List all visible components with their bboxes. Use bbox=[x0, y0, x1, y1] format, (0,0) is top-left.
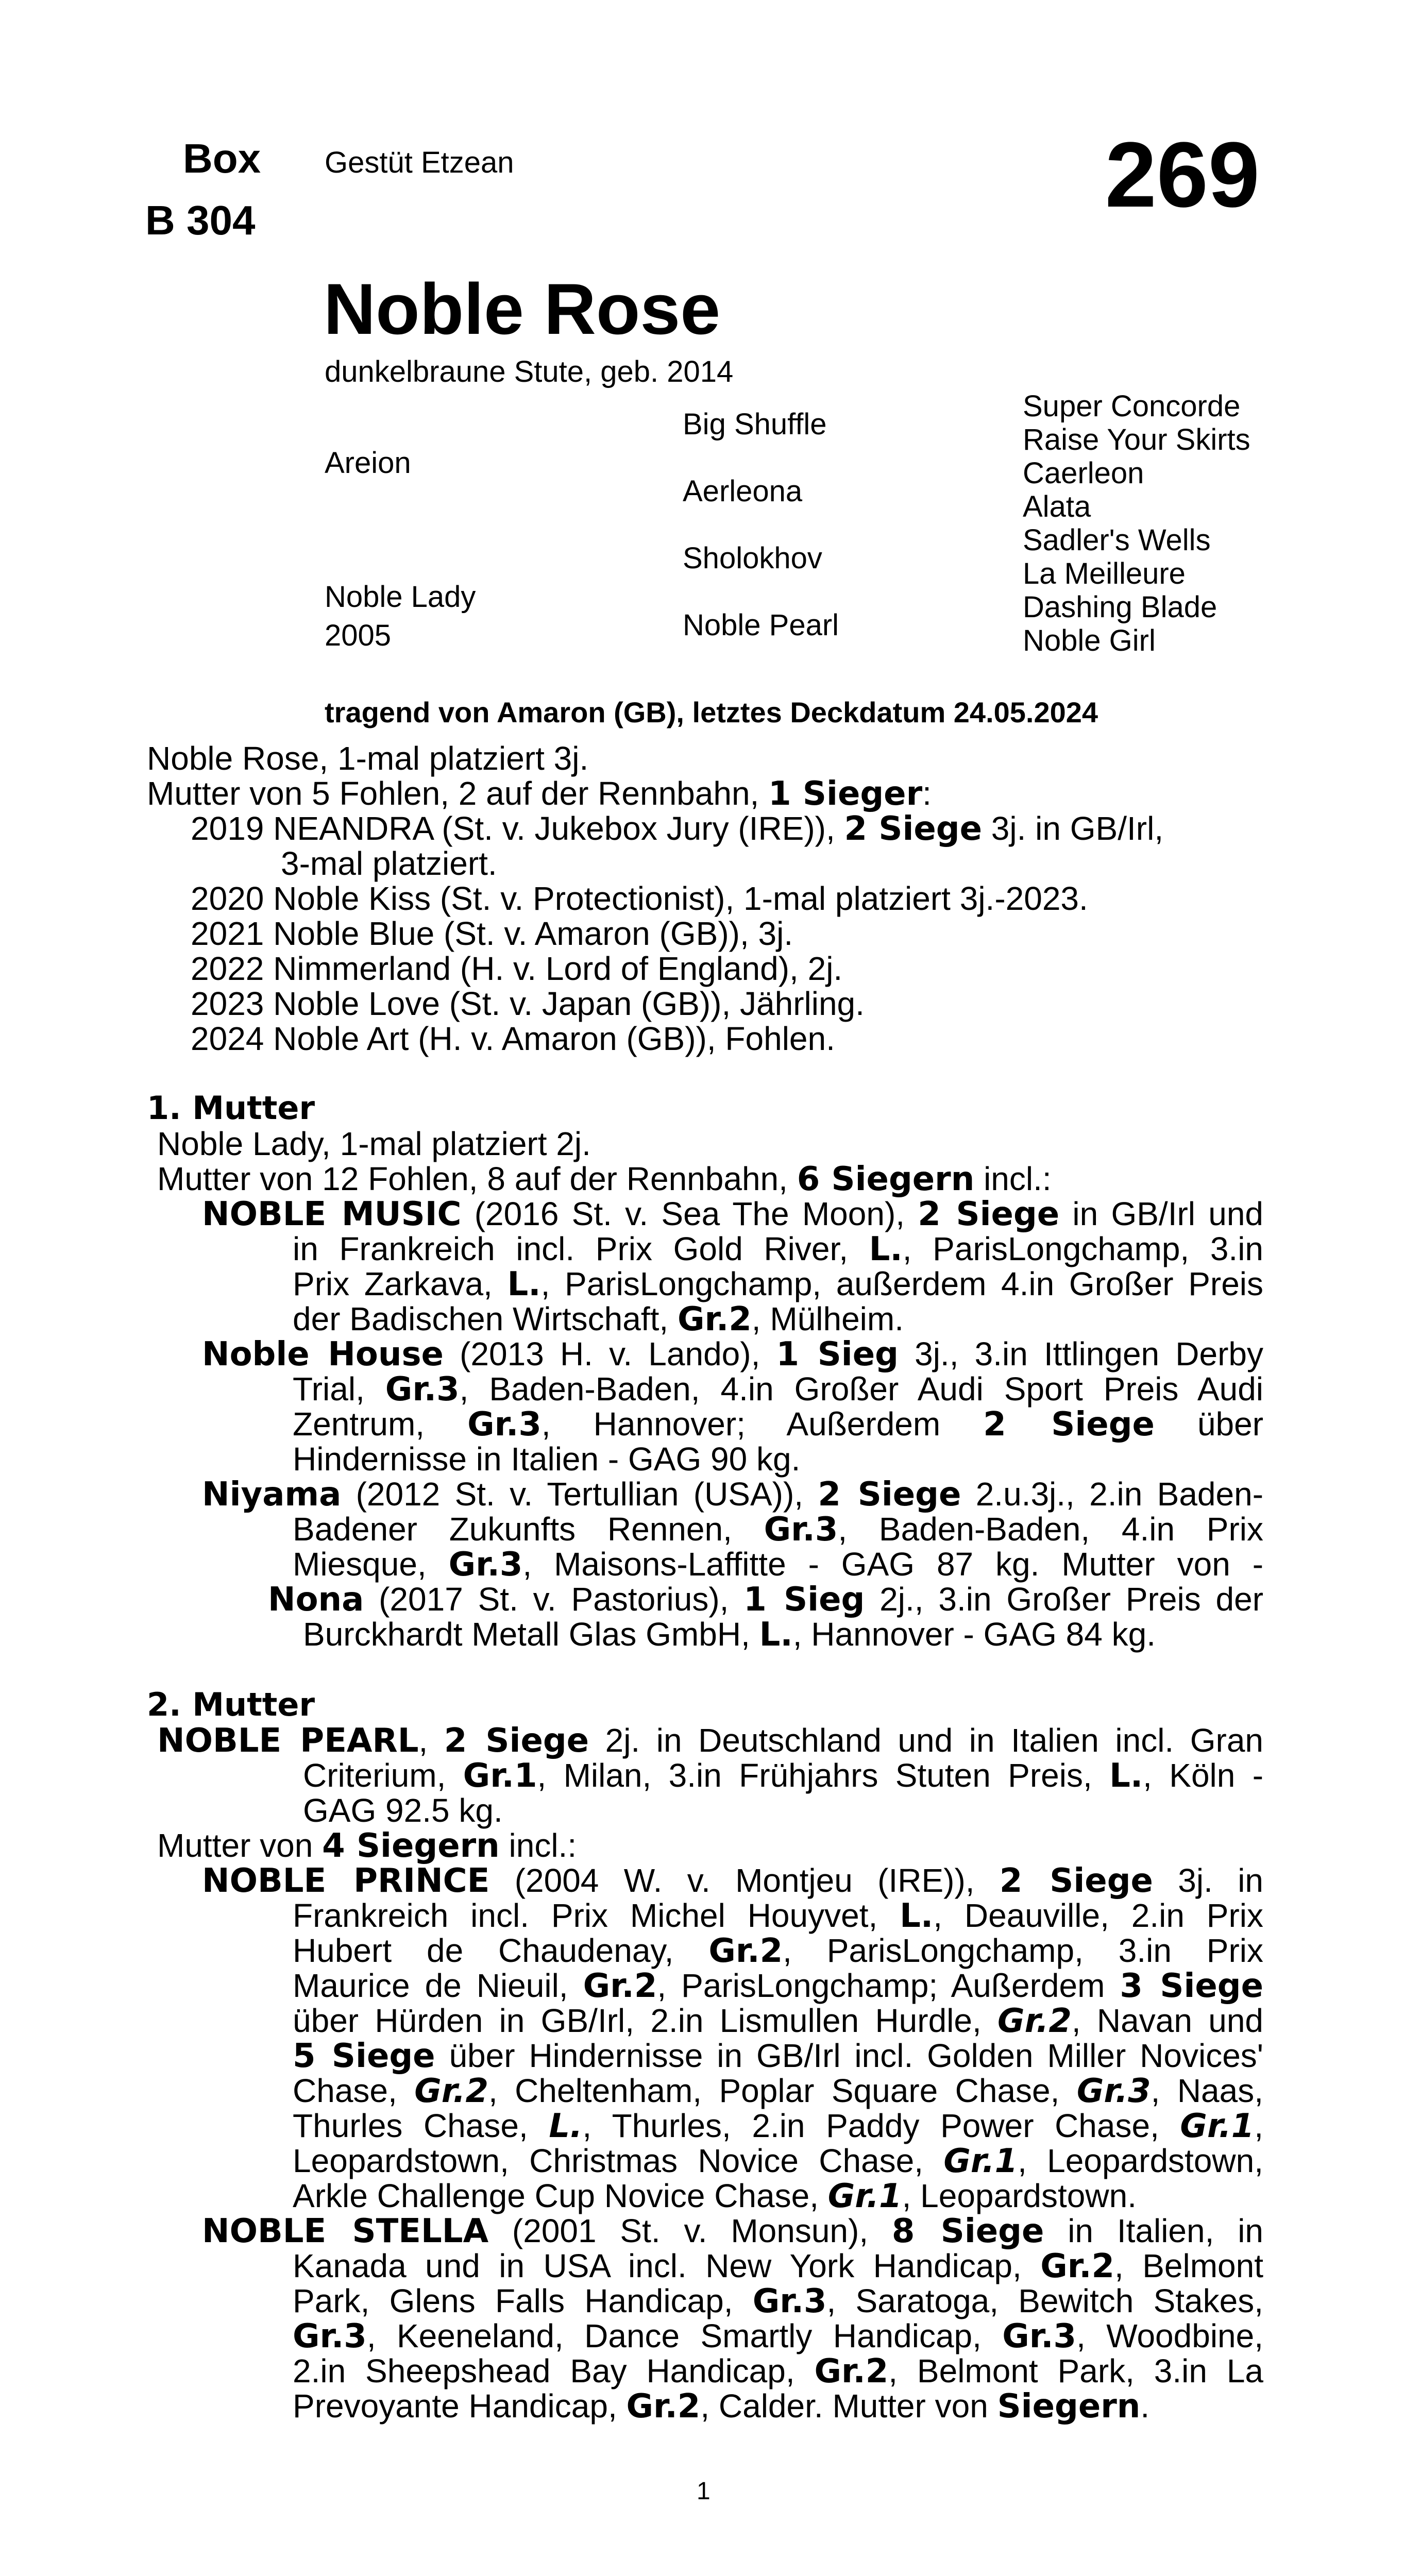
progeny-entry: der Badischen Wirtschaft, Gr.2, Mülheim. bbox=[293, 1300, 904, 1338]
progeny-entry: 2.in Sheepshead Bay Handicap, Gr.2, Belmont Park, 3.in La bbox=[293, 2352, 1263, 2391]
pedigree-great-grandparent: La Meilleure bbox=[1023, 557, 1186, 590]
progeny-entry: Noble House (2013 H. v. Lando), 1 Sieg 3j., 3.in Ittlingen Derby bbox=[202, 1335, 1263, 1374]
pedigree-grandparent: Noble Pearl bbox=[683, 608, 839, 642]
progeny-entry: über Hürden in GB/Irl, 2.in Lismullen Hurdle, Gr.2, Navan und bbox=[293, 2002, 1264, 2040]
pedigree-dam-year: 2005 bbox=[325, 619, 392, 652]
progeny-entry: Hindernisse in Italien - GAG 90 kg. bbox=[293, 1440, 801, 1478]
progeny-entry: Badener Zukunfts Rennen, Gr.3, Baden-Baden, 4.in Prix bbox=[293, 1511, 1263, 1549]
progeny-entry: Arkle Challenge Cup Novice Chase, Gr.1, Leopardstown. bbox=[293, 2177, 1137, 2215]
dam-record: Noble Lady, 1-mal platziert 2j. bbox=[157, 1125, 591, 1162]
pedigree-great-grandparent: Caerleon bbox=[1023, 456, 1144, 490]
progeny-entry: Maurice de Nieuil, Gr.2, ParisLongchamp; Außerdem 3 Siege bbox=[293, 1967, 1264, 2005]
list-item: 2021 Noble Blue (St. v. Amaron (GB)), 3j. bbox=[191, 915, 793, 952]
dam-record: Mutter von 4 Siegern incl.: bbox=[157, 1827, 577, 1865]
pedigree-dam: Noble Lady bbox=[325, 580, 476, 614]
progeny-entry: Burckhardt Metall Glas GmbH, L., Hannover - GAG 84 kg. bbox=[303, 1616, 1156, 1654]
pregnancy-note: tragend von Amaron (GB), letztes Deckdatum 24.05.2024 bbox=[325, 696, 1098, 728]
pedigree-great-grandparent: Sadler's Wells bbox=[1023, 523, 1211, 557]
record-line: Noble Rose, 1-mal platziert 3j. bbox=[147, 740, 589, 777]
progeny-entry: Thurles Chase, L., Thurles, 2.in Paddy Power Chase, Gr.1, bbox=[293, 2107, 1264, 2145]
progeny-entry: Trial, Gr.3, Baden-Baden, 4.in Großer Audi Sport Preis Audi bbox=[293, 1370, 1264, 1409]
page-number: 1 bbox=[697, 2478, 711, 2505]
progeny-entry: Niyama (2012 St. v. Tertullian (USA)), 2 Siege 2.u.3j., 2.in Baden- bbox=[202, 1476, 1264, 1514]
breeder-name: Gestüt Etzean bbox=[325, 146, 514, 179]
dam-record: Mutter von 12 Fohlen, 8 auf der Rennbahn, 6 Siegern incl.: bbox=[157, 1160, 1052, 1198]
progeny-entry: Nona (2017 St. v. Pastorius), 1 Sieg 2j., 3.in Großer Preis der bbox=[268, 1581, 1264, 1619]
dam-record: NOBLE PEARL, 2 Siege 2j. in Deutschland und in Italien incl. Gran bbox=[157, 1722, 1264, 1760]
list-item: 2024 Noble Art (H. v. Amaron (GB)), Fohlen. bbox=[191, 1020, 835, 1057]
progeny-entry: Zentrum, Gr.3, Hannover; Außerdem 2 Siege über bbox=[293, 1405, 1264, 1444]
list-item: 3-mal platziert. bbox=[281, 845, 497, 882]
pedigree-grandparent: Big Shuffle bbox=[683, 408, 827, 441]
list-item: 2020 Noble Kiss (St. v. Protectionist), 1-mal platziert 3j.-2023. bbox=[191, 880, 1088, 917]
horse-description: dunkelbraune Stute, geb. 2014 bbox=[325, 355, 734, 388]
pedigree-sire: Areion bbox=[325, 446, 411, 480]
list-item: 2022 Nimmerland (H. v. Lord of England), 2j. bbox=[191, 950, 843, 987]
lot-number: 269 bbox=[1105, 123, 1260, 227]
progeny-entry: NOBLE MUSIC (2016 St. v. Sea The Moon), 2 Siege in GB/Irl und bbox=[202, 1195, 1264, 1233]
dam-record: GAG 92.5 kg. bbox=[303, 1792, 503, 1829]
record-line: Mutter von 5 Fohlen, 2 auf der Rennbahn, 1 Sieger: bbox=[147, 775, 932, 813]
progeny-entry: Hubert de Chaudenay, Gr.2, ParisLongchamp, 3.in Prix bbox=[293, 1932, 1263, 1970]
pedigree-great-grandparent: Dashing Blade bbox=[1023, 590, 1217, 624]
progeny-entry: Prix Zarkava, L., ParisLongchamp, außerdem 4.in Großer Preis bbox=[293, 1265, 1264, 1303]
list-item: 2019 NEANDRA (St. v. Jukebox Jury (IRE)), 2 Siege 3j. in GB/Irl, bbox=[191, 810, 1164, 848]
horse-name: Noble Rose bbox=[324, 268, 721, 349]
pedigree-great-grandparent: Super Concorde bbox=[1023, 389, 1241, 423]
pedigree-great-grandparent: Noble Girl bbox=[1023, 624, 1156, 657]
dam-record: Criterium, Gr.1, Milan, 3.in Frühjahrs Stuten Preis, L., Köln - bbox=[303, 1757, 1264, 1795]
progeny-entry: NOBLE PRINCE (2004 W. v. Montjeu (IRE)), 2 Siege 3j. in bbox=[202, 1862, 1263, 1900]
pedigree-grandparent: Sholokhov bbox=[683, 541, 822, 575]
progeny-entry: Prevoyante Handicap, Gr.2, Calder. Mutter von Siegern. bbox=[293, 2387, 1150, 2426]
box-label: Box bbox=[183, 135, 261, 181]
pedigree-great-grandparent: Alata bbox=[1023, 490, 1091, 523]
pedigree-great-grandparent: Raise Your Skirts bbox=[1023, 423, 1250, 456]
progeny-entry: Leopardstown, Christmas Novice Chase, Gr.1, Leopardstown, bbox=[293, 2142, 1264, 2180]
progeny-entry: Kanada und in USA incl. New York Handicap, Gr.2, Belmont bbox=[293, 2247, 1264, 2285]
list-item: 2023 Noble Love (St. v. Japan (GB)), Jährling. bbox=[191, 985, 865, 1022]
progeny-entry: 5 Siege über Hindernisse in GB/Irl incl. Golden Miller Novices' bbox=[293, 2037, 1264, 2075]
progeny-entry: Miesque, Gr.3, Maisons-Laffitte - GAG 87 kg. Mutter von - bbox=[293, 1546, 1264, 1584]
box-number: B 304 bbox=[145, 197, 256, 243]
progeny-entry: NOBLE STELLA (2001 St. v. Monsun), 8 Siege in Italien, in bbox=[202, 2212, 1264, 2250]
section-heading-second-dam: 2. Mutter bbox=[147, 1686, 315, 1723]
section-heading-first-dam: 1. Mutter bbox=[147, 1089, 315, 1127]
progeny-entry: in Frankreich incl. Prix Gold River, L., ParisLongchamp, 3.in bbox=[293, 1230, 1263, 1268]
pedigree-grandparent: Aerleona bbox=[683, 474, 803, 508]
progeny-entry: Park, Glens Falls Handicap, Gr.3, Saratoga, Bewitch Stakes, bbox=[293, 2282, 1264, 2320]
progeny-entry: Chase, Gr.2, Cheltenham, Poplar Square Chase, Gr.3, Naas, bbox=[293, 2072, 1264, 2110]
progeny-entry: Gr.3, Keeneland, Dance Smartly Handicap, Gr.3, Woodbine, bbox=[293, 2317, 1263, 2355]
progeny-entry: Frankreich incl. Prix Michel Houyvet, L., Deauville, 2.in Prix bbox=[293, 1897, 1264, 1935]
